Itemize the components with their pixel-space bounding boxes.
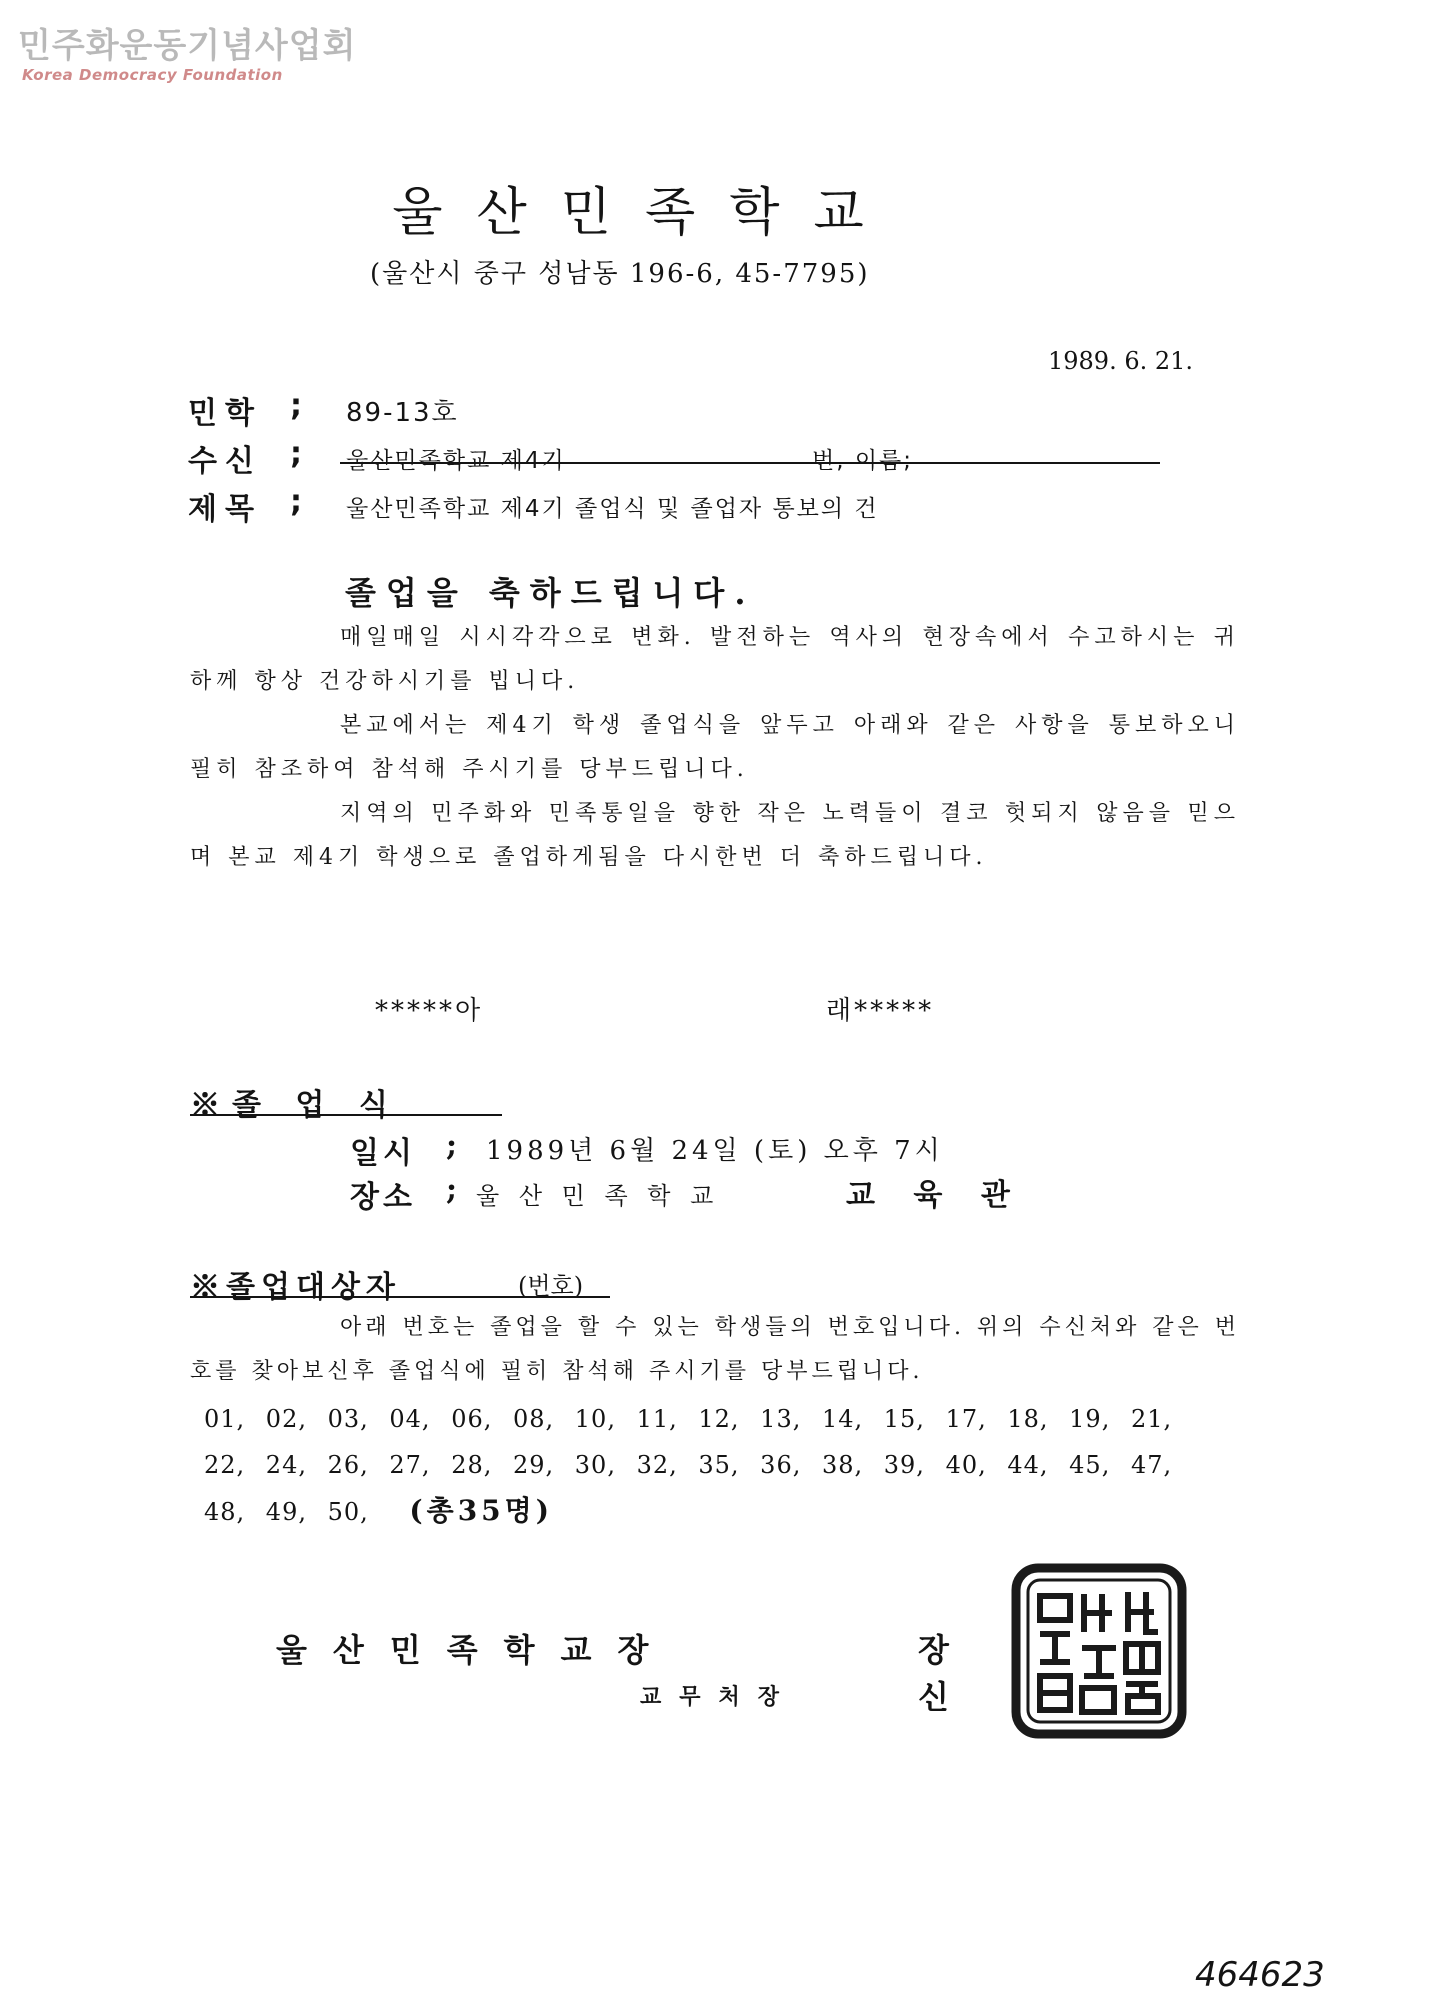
graduates-heading-note: (번호) [518, 1272, 584, 1300]
ceremony-when-label: 일시 [350, 1136, 416, 1171]
graduate-total: (총35명) [409, 1494, 553, 1527]
recipient-underline [340, 462, 1160, 464]
ceremony-where-separator: ; [446, 1172, 462, 1207]
doc-number-value: 89-13호 [346, 398, 459, 428]
subject-label: 제목 [188, 492, 262, 527]
watermark-korean: 민주화운동기념사업회 [18, 26, 357, 66]
doc-number-label: 민학 [188, 396, 262, 431]
graduate-numbers-line-3-values: 48, 49, 50, [204, 1498, 369, 1526]
ceremony-where-value: 울 산 민 족 학 교 [476, 1182, 720, 1210]
principal-name: 장 [918, 1631, 975, 1669]
watermark-english: Korea Democracy Foundation [22, 66, 283, 84]
ceremony-heading-underline [190, 1114, 502, 1116]
body-paragraph-2: 본교에서는 제4기 학생 졸업식을 앞두고 아래와 같은 사항을 통보하오니 필히 참조하여 참석해 주시기를 당부드립니다. [190, 713, 1240, 782]
graduate-numbers-line-3 [204, 1488, 1244, 1535]
school-address: (울산시 중구 성남동 196-6, 45-7795) [370, 259, 870, 289]
graduates-notice: 아래 번호는 졸업을 할 수 있는 학생들의 번호입니다. 위의 수신처와 같은 번호를 찾아보신후 졸업식에 필히 참석해 주시기를 당부드립니다. [190, 1315, 1240, 1384]
body-paragraph-3: 지역의 민주화와 민족통일을 향한 작은 노력들이 결코 헛되지 않음을 믿으며 본교 제4기 학생으로 졸업하게됨을 다시한번 더 축하드립니다. [190, 801, 1240, 870]
graduates-notice-block [190, 1306, 1240, 1394]
recipient-separator: ; [290, 436, 302, 471]
ceremony-hall: 교 육 관 [846, 1178, 1024, 1213]
graduate-numbers-line-1: 01, 02, 03, 04, 06, 08, 10, 11, 12, 13, 14, 15, 17, 18, 19, 21, [204, 1405, 1173, 1433]
dean-title: 교무처장 [640, 1684, 798, 1710]
official-seal-stamp [1010, 1562, 1188, 1740]
subject-value: 울산민족학교 제4기 졸업식 및 졸업자 통보의 건 [346, 496, 879, 522]
recipient-number-name-field: 번, 이름; [812, 448, 914, 474]
principal-title: 울산민족학교장 [276, 1631, 675, 1669]
graduate-numbers-line-2: 22, 24, 26, 27, 28, 29, 30, 32, 35, 36, 38, 39, 40, 44, 45, 47, [204, 1451, 1173, 1479]
doc-number-separator: ; [290, 388, 302, 423]
recipient-value: 울산민족학교 제4기 [346, 448, 566, 474]
dean-name: 신 [918, 1678, 975, 1716]
body-paragraph-1: 매일매일 시시각각으로 변화. 발전하는 역사의 현장속에서 수고하시는 귀하께 항상 건강하시기를 빕니다. [190, 625, 1240, 694]
subject-separator: ; [290, 484, 302, 519]
document-number-handwritten: 464623 [1195, 1955, 1325, 1995]
graduates-heading: ※졸업대상자 [190, 1270, 401, 1305]
graduate-numbers [204, 1396, 1244, 1535]
ceremony-when-value: 1989년 6월 24일 (토) 오후 7시 [486, 1136, 944, 1166]
document-title: 울산민족학교 [392, 183, 898, 243]
ceremony-where-label: 장소 [350, 1180, 416, 1215]
body-text [190, 616, 1240, 880]
congratulations-heading: 졸업을 축하드립니다. [345, 574, 756, 612]
ceremony-heading: ※졸 업 식 [190, 1088, 400, 1123]
recipient-label: 수신 [188, 444, 262, 479]
ceremony-when-separator: ; [446, 1128, 462, 1163]
graduates-heading-underline [190, 1296, 610, 1298]
below-marker-left: *****아 [375, 996, 484, 1026]
document-date: 1989. 6. 21. [1048, 347, 1194, 375]
below-marker-right: 래***** [826, 996, 935, 1026]
